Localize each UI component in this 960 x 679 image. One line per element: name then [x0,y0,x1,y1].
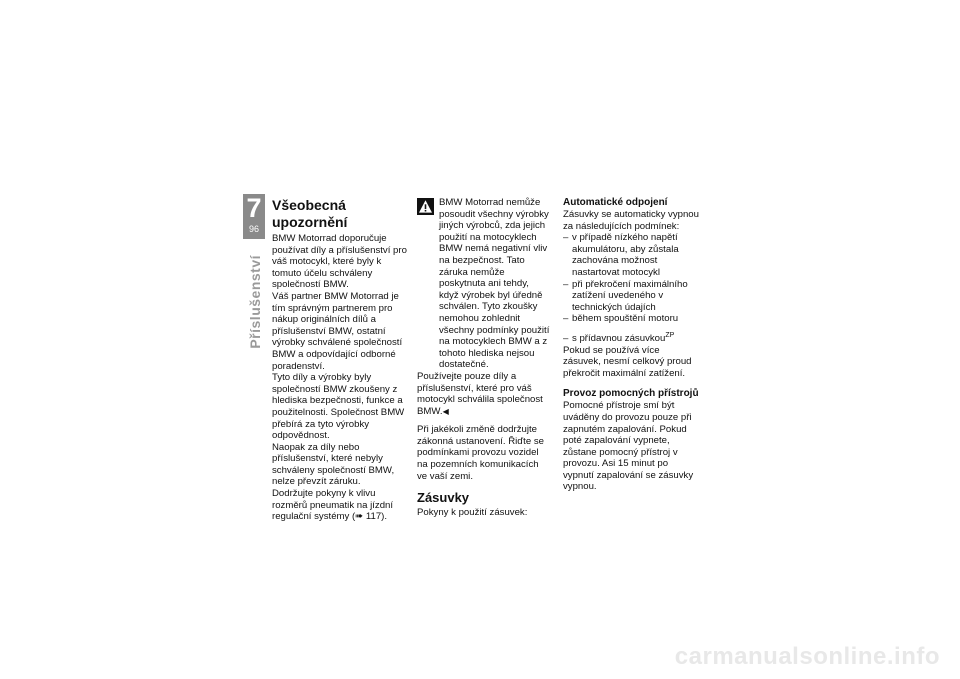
warning-block [417,197,551,417]
warning-second-text: Používejte pouze díly a příslušenství, které pro váš motocykl schválila společnost BMW. [417,370,543,417]
sockets-intro: Pokyny k použití zásuvek: [417,507,528,519]
auxiliary-devices-heading: Provoz pomocných přístrojů [563,388,699,400]
list-item: – v případě nízkého napětí akumulátoru, aby zůstala zachována možnost nastartovat motocykl [563,232,699,278]
column-warning [417,197,551,519]
list-item-extra-socket [563,333,699,345]
list-item: – při překročení maximálního zatížení uvedeného v technických údajích [563,279,699,314]
column-sockets [563,197,699,493]
paragraph-auxiliary-devices: Pomocné přístroje smí být uváděny do provozu pouze při zapnutém zapalování. Pokud poté zapalování vypnete, zůstane pomocný přístroj v provozu. Asi 15 minut po vypnutí zapalování se zásuvky vypnou. [563,400,694,493]
page-number: 96 [248,224,259,234]
end-of-warning-icon: ◀ [442,406,449,416]
paragraph-tyre-dimensions: Dodržujte pokyny k vlivu rozměrů pneumatik na jízdní regulační systémy (➠ 117). [272,488,394,523]
auto-disconnect-intro: Zásuvky se automaticky vypnou za následujících podmínek: [563,209,699,232]
chapter-tab [243,194,265,239]
sockets-heading: Zásuvky [417,490,470,506]
optional-equipment-mark: ZP [665,331,675,339]
paragraph-no-warranty: Naopak za díly nebo příslušenství, které nebyly schváleny společností BMW, nelze převzít záruku. [272,441,395,488]
column-general-notes [272,197,408,523]
paragraph-recommendation: BMW Motorrad doporučuje používat díly a příslušenství pro váš motocykl, které byly k tomuto účelu schváleny společností BMW. [272,233,407,291]
paragraph-testing: Tyto díly a výrobky byly společností BMW zkoušeny z hlediska bezpečnosti, funkce a použitelnosti. Společnost BMW přebírá za tyto výrobky odpovědnost. [272,372,405,442]
warning-first-text: BMW Motorrad nemůže posoudit všechny výrobky jiných výrobců, zda jejich použití na motocyklech BMW nemá negativní vliv na bezpečnost. Tato záruka nemůže poskytnuta ani tehdy, když výrobek byl úředně schválen. Tyto zkoušky nemohou zohlednit všechny podmínky použití na motocyklech BMW a z tohoto hlediska nejsou dostatečné. [439,197,550,371]
warning-text [417,197,551,371]
paragraph-legal: Při jakékoli změně dodržujte zákonná ustanovení. Řiďte se podmínkami provozu vozidel na pozemních komunikacích ve vaší zemi. [417,424,544,482]
paragraph-partner: Váš partner BMW Motorrad je tím správným partnerem pro nákup originálních dílů a příslušenství BMW, ostatní výrobky schválené společností BMW a odpovídající odborné poradenství. [272,290,403,372]
warning-triangle-icon [417,198,434,215]
warning-second [417,371,551,417]
section-label: Příslušenství [247,255,263,349]
auto-disconnect-heading: Automatické odpojení [563,197,668,208]
list-item: – během spouštění motoru [563,313,699,325]
chapter-number: 7 [246,193,262,223]
extra-socket-text: s přídavnou zásuvkou [572,332,666,344]
general-notes-heading: Všeobecná upozornění [272,197,348,230]
watermark: carmanualsonline.info [674,643,940,670]
paragraph-multiple-sockets: Pokud se používá více zásuvek, nesmí celkový proud překročit maximální zatížení. [563,344,692,379]
